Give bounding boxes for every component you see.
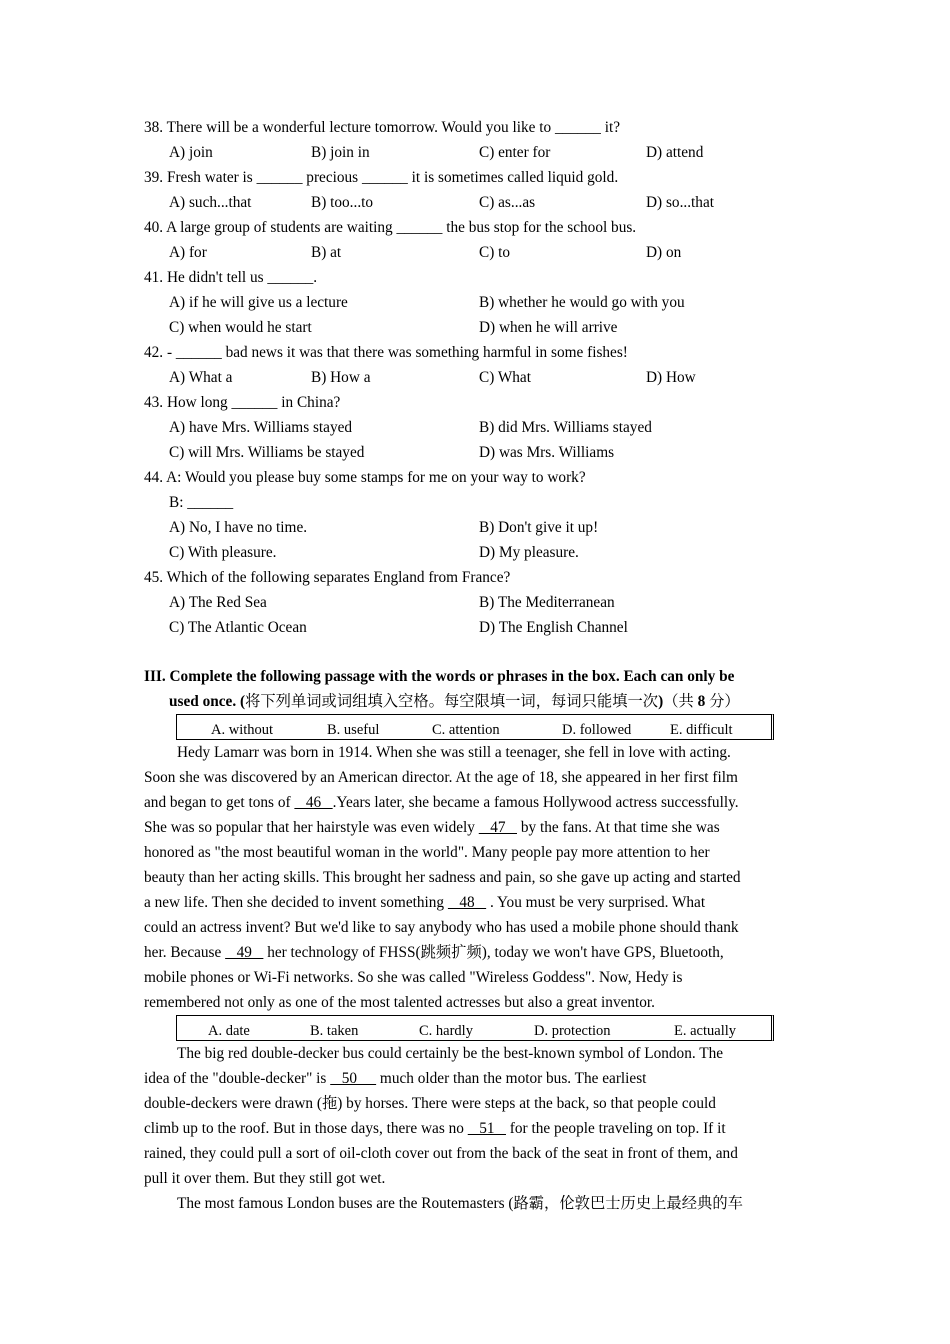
blank-50[interactable]: 50	[330, 1070, 377, 1087]
option-b: B) did Mrs. Williams stayed	[479, 419, 652, 436]
option-c: C) when would he start	[169, 319, 312, 336]
passage-2	[144, 1041, 807, 1216]
option-c: C) to	[479, 244, 511, 261]
option-c: C) With pleasure.	[169, 544, 277, 561]
blank-48[interactable]: 48	[447, 894, 487, 911]
question-43-options-row2	[144, 440, 807, 465]
question-39-options	[144, 190, 807, 215]
option-a: A) What a	[169, 369, 233, 386]
passage-2-line: climb up to the roof. But in those days, there was no 51 for the people traveling on top. If it	[144, 1120, 726, 1137]
option-c: C) enter for	[479, 144, 551, 161]
option-b: B) whether he would go with you	[479, 294, 685, 311]
section-3-title-line1: III. Complete the following passage with the words or phrases in the box. Each can only be	[144, 668, 735, 685]
question-42-stem: 42. - ______ bad news it was that there was something harmful in some fishes!	[144, 344, 628, 361]
option-d: D) attend	[646, 144, 704, 161]
passage-2-line: The big red double-decker bus could certainly be the best-known symbol of London. The	[177, 1045, 724, 1062]
question-43-options-row1	[144, 415, 807, 440]
word-option: A. date	[208, 1023, 250, 1039]
passage-2-line: pull it over them. But they still got wet.	[144, 1170, 386, 1187]
option-d: D) My pleasure.	[479, 544, 579, 561]
question-39-stem: 39. Fresh water is ______ precious ______ it is sometimes called liquid gold.	[144, 169, 619, 186]
blank-51[interactable]: 51	[467, 1120, 506, 1137]
option-b: B) too...to	[311, 194, 374, 211]
word-option: C. attention	[432, 722, 500, 738]
passage-1-line: Soon she was discovered by an American director. At the age of 18, she appeared in her first film	[144, 769, 738, 786]
option-a: A) have Mrs. Williams stayed	[169, 419, 353, 436]
question-44-options-row2	[144, 540, 807, 565]
word-box-1	[176, 714, 774, 740]
blank-49[interactable]: 49	[225, 944, 264, 961]
question-41-stem: 41. He didn't tell us ______.	[144, 269, 318, 286]
question-40-options	[144, 240, 807, 265]
word-option: E. actually	[674, 1023, 737, 1039]
passage-1-line: could an actress invent? But we'd like to say anybody who has used a mobile phone should thank	[144, 919, 739, 936]
question-45-stem: 45. Which of the following separates England from France?	[144, 569, 511, 586]
passage-2-line: The most famous London buses are the Routemasters (路霸，伦敦巴士历史上最经典的车	[177, 1195, 743, 1212]
question-38-stem: 38. There will be a wonderful lecture tomorrow. Would you like to ______ it?	[144, 119, 620, 136]
option-a: A) join	[169, 144, 213, 161]
section-3-title-line2: used once. (将下列单词或词组填入空格。每空限填一词，每词只能填一次)（共 8 分）	[169, 693, 740, 710]
word-option: D. protection	[534, 1023, 611, 1039]
question-43-stem: 43. How long ______ in China?	[144, 394, 341, 411]
option-a: A) The Red Sea	[169, 594, 267, 611]
option-d: D) on	[646, 244, 682, 261]
passage-1-line: mobile phones or Wi-Fi networks. So she was called "Wireless Goddess". Now, Hedy is	[144, 969, 683, 986]
question-41-options-row1	[144, 290, 807, 315]
option-c: C) as...as	[479, 194, 536, 211]
question-44-options-row1	[144, 515, 807, 540]
option-d: D) was Mrs. Williams	[479, 444, 615, 461]
question-45-options-row1	[144, 590, 807, 615]
question-44-b-line: B: ______	[169, 494, 234, 511]
blank-47[interactable]: 47	[478, 819, 517, 836]
option-a: A) such...that	[169, 194, 252, 211]
question-41-options-row2	[144, 315, 807, 340]
option-b: B) Don't give it up!	[479, 519, 599, 536]
passage-1-line: beauty than her acting skills. This brought her sadness and pain, so she gave up acting and started	[144, 869, 741, 886]
passage-1-line: her. Because 49 her technology of FHSS(跳频扩频), today we won't have GPS, Bluetooth,	[144, 944, 724, 961]
word-option: B. taken	[310, 1023, 359, 1039]
option-a: A) No, I have no time.	[169, 519, 308, 536]
option-d: D) The English Channel	[479, 619, 628, 636]
option-c: C) The Atlantic Ocean	[169, 619, 307, 636]
question-38-options	[144, 140, 807, 165]
question-40-stem: 40. A large group of students are waiting ______ the bus stop for the school bus.	[144, 219, 637, 236]
passage-1-line: a new life. Then she decided to invent something 48 . You must be very surprised. What	[144, 894, 706, 911]
option-d: D) when he will arrive	[479, 319, 618, 336]
passage-2-line: rained, they could pull a sort of oil-cloth cover out from the back of the seat in front of them, and	[144, 1145, 738, 1162]
word-option: E. difficult	[670, 722, 733, 738]
option-a: A) for	[169, 244, 207, 261]
word-option: A. without	[211, 722, 274, 738]
option-b: B) How a	[311, 369, 371, 386]
question-42-options	[144, 365, 807, 390]
option-c: C) will Mrs. Williams be stayed	[169, 444, 365, 461]
passage-2-line: idea of the "double-decker" is 50 much older than the motor bus. The earliest	[144, 1070, 647, 1087]
option-d: D) so...that	[646, 194, 714, 211]
option-c: C) What	[479, 369, 531, 386]
option-b: B) The Mediterranean	[479, 594, 615, 611]
passage-1	[144, 740, 807, 1015]
passage-1-line: and began to get tons of 46 .Years later, she became a famous Hollywood actress successfully.	[144, 794, 739, 811]
option-b: B) join in	[311, 144, 370, 161]
passage-1-line: honored as "the most beautiful woman in the world". Many people pay more attention to her	[144, 844, 710, 861]
passage-1-line: remembered not only as one of the most talented actresses but also a great inventor.	[144, 994, 656, 1011]
word-option: B. useful	[327, 722, 380, 738]
exam-page	[144, 115, 807, 1216]
option-d: D) How	[646, 369, 696, 386]
passage-1-line: She was so popular that her hairstyle was even widely 47 by the fans. At that time she was	[144, 819, 720, 836]
passage-1-line: Hedy Lamarr was born in 1914. When she was still a teenager, she fell in love with acting.	[177, 744, 731, 761]
word-option: C. hardly	[419, 1023, 473, 1039]
word-box-2	[176, 1015, 774, 1041]
option-a: A) if he will give us a lecture	[169, 294, 348, 311]
blank-46[interactable]: 46	[294, 794, 333, 811]
question-44-stem: 44. A: Would you please buy some stamps for me on your way to work?	[144, 469, 586, 486]
passage-2-line: double-deckers were drawn (拖) by horses. There were steps at the back, so that people could	[144, 1095, 716, 1112]
option-b: B) at	[311, 244, 342, 261]
question-45-options-row2	[144, 615, 807, 640]
word-option: D. followed	[562, 722, 632, 738]
